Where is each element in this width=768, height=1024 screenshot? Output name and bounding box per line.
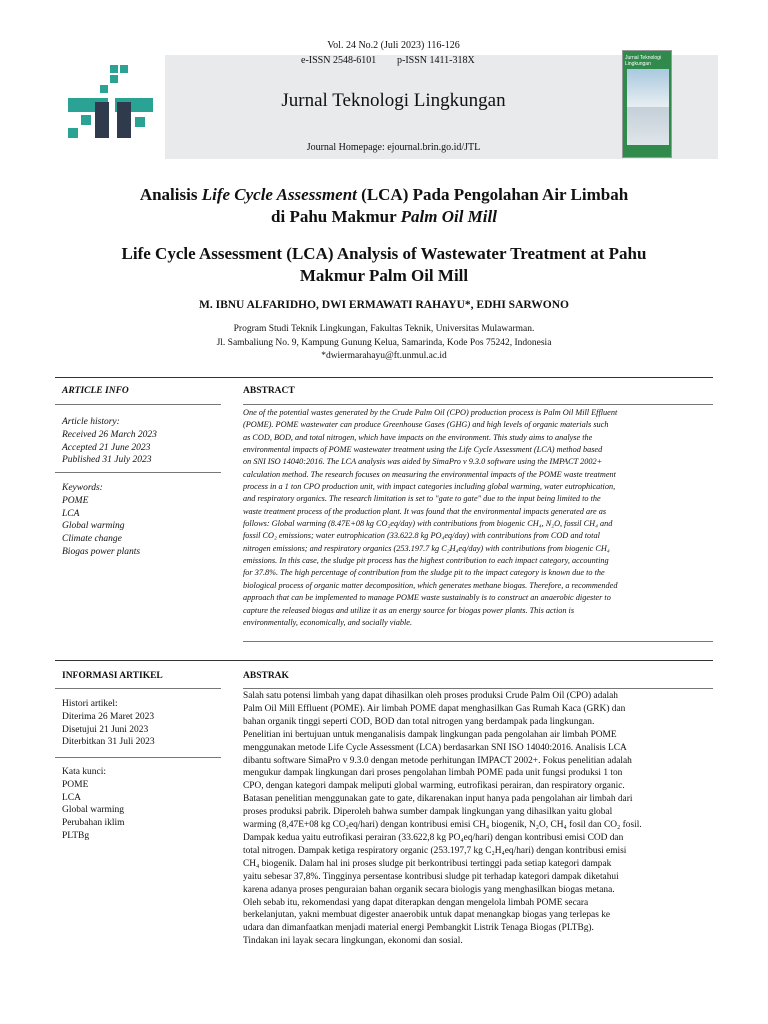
abstract-english-line: fossil CO₂ emissions; water eutrophication (33.622.8 kg PO₄eq/day) with contributions from COD and total [243,531,600,541]
authors: M. IBNU ALFARIDHO, DWI ERMAWATI RAHAYU*, EDHI SARWONO [199,299,569,311]
abstrak-indonesian-line: karena adanya proses penguraian bahan organik secara biologis yang menghasilkan biogas metana. [243,884,615,895]
eissn: e-ISSN 2548-6101 [301,55,377,66]
abstrak-indonesian-line: total nitrogen. Dampak ketiga respiratory organic (253.197,7 kg C₂H₄eq/hari) dengan kontribusi emisi [243,845,627,856]
abstrak-indonesian-line: proses produksi pabrik. Diperoleh bahwa sumber dampak lingkungan yang dihasilkan yaitu global [243,807,613,818]
abstract-english-line: process in a 1 ton CPO production unit, with impact categories including global warming, water eutrophication, [243,482,616,492]
abstract-english-line: environmentally, economically, and socially viable. [243,617,413,627]
abstrak-indonesian-line: warming (8,47E+08 kg CO₂eq/hari) dengan kontribusi emisi CH₄ biogenik, N₂O, CH₄ fosil dan CO₂ fosil. [243,820,642,831]
abstrak-indonesian-line: Batasan penelitian menggunakan gate to gate, dikarenakan input hanya pada pengolahan air limbah dari [243,794,633,805]
abstrak-indonesian-line: Oleh sebab itu, rekomendasi yang dapat diterapkan dengan mengelola limbah POME secara [243,897,589,908]
abstract-english-line: follows: Global warming (8.47E+08 kg CO₂eq/day) with contributions from biogenic CH₄, N₂O, fossil CH₄ and [243,519,613,529]
abstrak-indonesian-line: yaitu sebesar 37,8%. Tingginya persentase kontribusi sludge pit terhadap kategori dampak diketahui [243,871,619,882]
abstrak-indonesian-line: mengukur dampak lingkungan dari proses pengolahan limbah POME pada unit fungsi produksi 1 ton [243,768,623,779]
abstract-english-line: as COD, BOD, and total nitrogen, which have impacts on the environment. This study aims to analyse the [243,432,593,442]
cover-title: Jurnal Teknologi Lingkungan [625,55,662,67]
affiliation: Program Studi Teknik Lingkungan, Fakultas Teknik, Universitas Mulawarman. Jl. Sambaliung No. 9, Kampung Gunung Kelua, Samarinda, Kode Pos 75242, Indonesia *dwiermarahayu@ft.unmul.ac.id [216,324,552,361]
abstrak-indonesian-line: Palm Oil Mill Effluent (POME). Air limbah POME dapat menghasilkan Gas Rumah Kaca (GRK) dan [243,703,626,714]
journal-homepage-link[interactable]: Journal Homepage: ejournal.brin.go.id/JTL [306,142,481,153]
cover-image-lower [627,107,669,145]
abstract-english-line: capture the released biogas and utilize it as an energy source for biogas power plants. This action is [243,605,575,615]
article-info-heading: ARTICLE INFO [62,386,129,396]
abstract-english-line: for 37.8%. The high percentage of contribution from the sludge pit to the impact category is known due to the [243,568,605,578]
abstrak-indonesian-line: Salah satu potensi limbah yang dapat dihasilkan oleh proses produksi Crude Palm Oil (CPO) adalah [243,691,618,701]
paper-title-english: Life Cycle Assessment (LCA) Analysis of Wastewater Treatment at Pahu Makmur Palm Oil Mill [121,244,647,285]
abstrak-indonesian-line: Penelitian ini bertujuan untuk menganalisis dampak lingkungan pada pengolahan air limbah POME [243,729,617,740]
abstrak-indonesian-line: CH₄ biogenik. Dalam hal ini proses sludge pit berkontribusi tertinggi pada setiap kategori dampak [243,858,612,869]
abstrak-indonesian-line: Tindakan ini layak secara lingkungan, ekonomi dan sosial. [243,936,463,947]
informasi-artikel-heading: INFORMASI ARTIKEL [62,671,163,681]
abstract-english-line: biological process of organic matter decomposition, which generates methane biogas. Therefore, a recommended [243,580,618,590]
kata-kunci-list: Kata kunci: POME LCA Global warming Perubahan iklim PLTBg [62,767,125,841]
cover-image [627,69,669,107]
abstrak-indonesian-line: dibantu software SimaPro v 9.3.0 dengan metode perhitungan IMPACT 2002+. Fokus penelitian adalah [243,755,632,766]
abstrak-indonesian-line: udara dan dimanfaatkan menjadi material energi Pembangkit Listrik Tenaga Biogas (PLTBg). [243,923,594,934]
paper-title-indonesian: Analisis Life Cycle Assessment (LCA) Pada Pengolahan Air Limbah di Pahu Makmur Palm Oil Mill [139,185,629,226]
abstract-english-line: environmental impacts of POME wastewater treatment using the Life Cycle Assessment (LCA) method based [243,445,603,455]
abstract-english-line: on SNI ISO 14040:2016. The LCA analysis was aided by SimaPro v 9.3.0 software using the IMPACT 2002+ [243,457,603,467]
abstract-english-line: One of the potential wastes generated by the Crude Palm Oil (CPO) production process is Palm Oil Mill Effluent [243,408,618,417]
abstrak-indonesian-text [243,690,713,948]
abstract-english-line: calculation method. The research focuses on measuring the environmental impacts of the POME waste treatment [243,469,616,479]
journal-cover-thumbnail [622,50,672,158]
corresponding-email[interactable]: *dwiermarahayu@ft.unmul.ac.id [321,351,447,361]
jtl-logo-icon [55,55,165,159]
abstract-english-line: (POME). POME wastewater can produce Greenhouse Gases (GHG) and high levels of organic materials such [243,420,609,430]
abstrak-heading: ABSTRAK [243,671,289,681]
abstract-english-line: and respiratory organics. The research limitation is set to "gate to gate" due to the input being limited to the [243,494,601,504]
abstract-english-line: emissions. In this case, the sludge pit process has the highest contribution to each impact category, accounting [243,556,609,566]
abstract-heading: ABSTRACT [243,386,295,396]
article-history: Article history: Received 26 March 2023 Accepted 21 June 2023 Published 31 July 2023 [62,417,157,466]
abstrak-indonesian-line: menggunakan metode Life Cycle Assessment (LCA) berdasarkan SNI ISO 14040:2016. Analisis LCA [243,742,627,753]
abstrak-indonesian-line: CPO, dengan kategori dampak meliputi global warming, eutrofikasi perairan, dan respiratory organic. [243,781,625,792]
abstrak-indonesian-line: bahan organik tinggi seperti COD, BOD dan total nitrogen yang berdampak pada lingkungan. [243,716,595,727]
abstract-english-text [243,407,713,629]
histori-artikel: Histori artikel: Diterima 26 Maret 2023 Disetujui 21 Juni 2023 Diterbitkan 31 Juli 2023 [62,699,155,748]
abstract-english-line: waste treatment process of the production plant. It was found that the environmental impacts generated are as [243,506,607,516]
abstrak-indonesian-line: berkelanjutan, yakni membuat digester anaerobik untuk dapat menangkap biogas yang terlepas ke [243,910,611,921]
keywords-list: Keywords: POME LCA Global warming Climate change Biogas power plants [62,483,141,557]
pissn: p-ISSN 1411-318X [397,55,475,66]
journal-logo [55,55,165,159]
abstract-english-line: approach that can be implemented to manage POME waste sustainably is to construct an anaerobic digester to [243,593,611,603]
volume-info: Vol. 24 No.2 (Juli 2023) 116-126 [327,40,460,51]
abstract-english-line: nitrogen emissions; and respiratory organics (253.197.7 kg C₂H₄eq/day) with contributions from biogenic CH₄ [243,543,610,553]
abstrak-indonesian-line: Dampak kedua yaitu eutrofikasi perairan (33.622,8 kg PO₄eq/hari) dengan kontribusi emisi COD dan [243,832,624,843]
journal-title: Jurnal Teknologi Lingkungan [281,90,506,111]
